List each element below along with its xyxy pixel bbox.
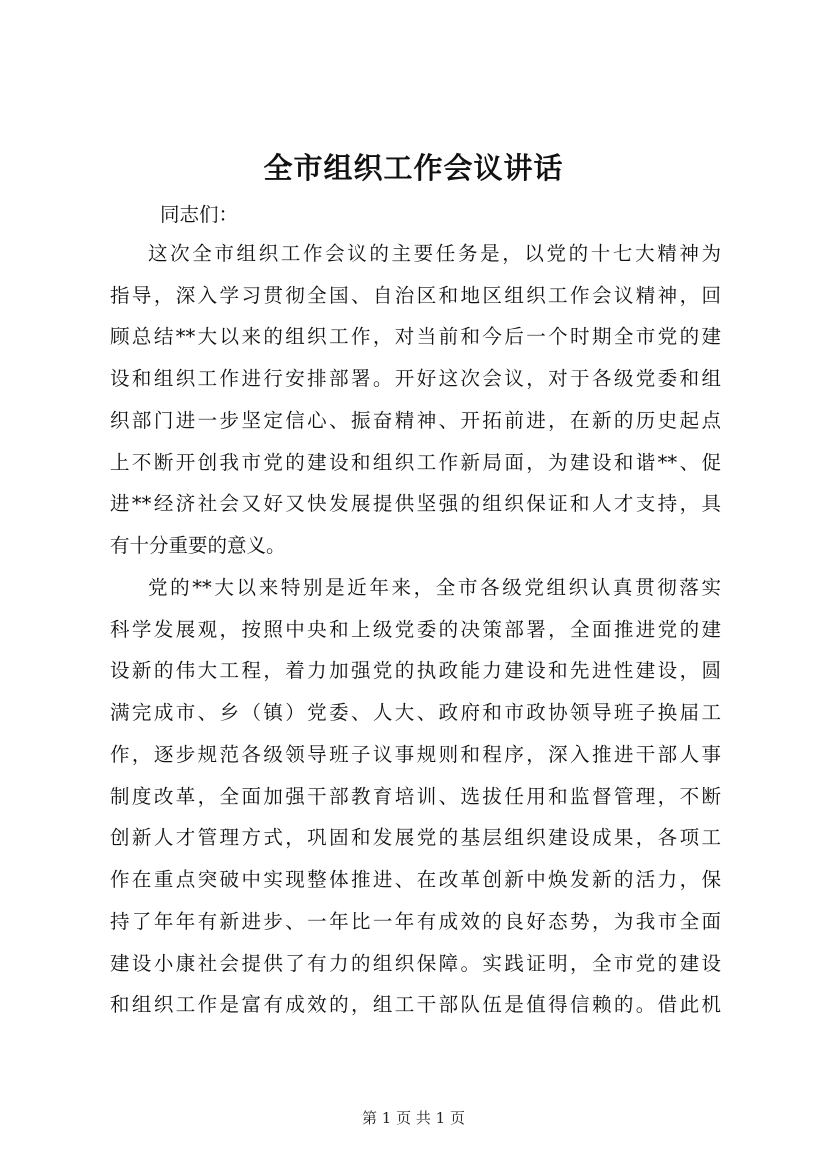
text-line: 建设小康社会提供了有力的组织保障。实践证明，全市党的建设 [110, 952, 721, 975]
text-line: 持了年年有新进步、一年比一年有成效的良好态势，为我市全面 [110, 910, 721, 933]
text-line: 和组织工作是富有成效的，组工干部队伍是值得信赖的。借此机 [110, 993, 721, 1016]
text-line: 指导，深入学习贯彻全国、自治区和地区组织工作会议精神，回 [110, 284, 721, 307]
text-line: 进**经济社会又好又快发展提供坚强的组织保证和人才支持，具 [110, 492, 721, 515]
text-line: 制度改革，全面加强干部教育培训、选拔任用和监督管理，不断 [110, 785, 721, 808]
text-line: 有十分重要的意义。 [110, 534, 286, 557]
text-line: 设和组织工作进行安排部署。开好这次会议，对于各级党委和组 [110, 367, 721, 390]
page-number-footer: 第 1 页 共 1 页 [362, 1109, 465, 1127]
text-line: 顾总结**大以来的组织工作，对当前和今后一个时期全市党的建 [110, 325, 721, 348]
text-line: 上不断开创我市党的建设和组织工作新局面，为建设和谐**、促 [110, 451, 721, 474]
text-line: 满完成市、乡（镇）党委、人大、政府和市政协领导班子换届工 [110, 701, 721, 724]
document-title: 全市组织工作会议讲话 [263, 151, 564, 185]
text-line: 党的**大以来特别是近年来，全市各级党组织认真贯彻落实 [148, 576, 721, 599]
text-line: 作在重点突破中实现整体推进、在改革创新中焕发新的活力，保 [110, 868, 721, 891]
text-line: 这次全市组织工作会议的主要任务是，以党的十七大精神为 [148, 242, 721, 265]
text-line: 创新人才管理方式，巩固和发展党的基层组织建设成果，各项工 [110, 826, 721, 849]
text-line: 设新的伟大工程，着力加强党的执政能力建设和先进性建设，圆 [110, 659, 721, 682]
text-line: 织部门进一步坚定信心、振奋精神、开拓前进，在新的历史起点 [110, 409, 721, 432]
text-line: 作，逐步规范各级领导班子议事规则和程序，深入推进干部人事 [110, 743, 721, 766]
salutation: 同志们： [160, 203, 239, 226]
text-line: 科学发展观，按照中央和上级党委的决策部署，全面推进党的建 [110, 618, 721, 641]
